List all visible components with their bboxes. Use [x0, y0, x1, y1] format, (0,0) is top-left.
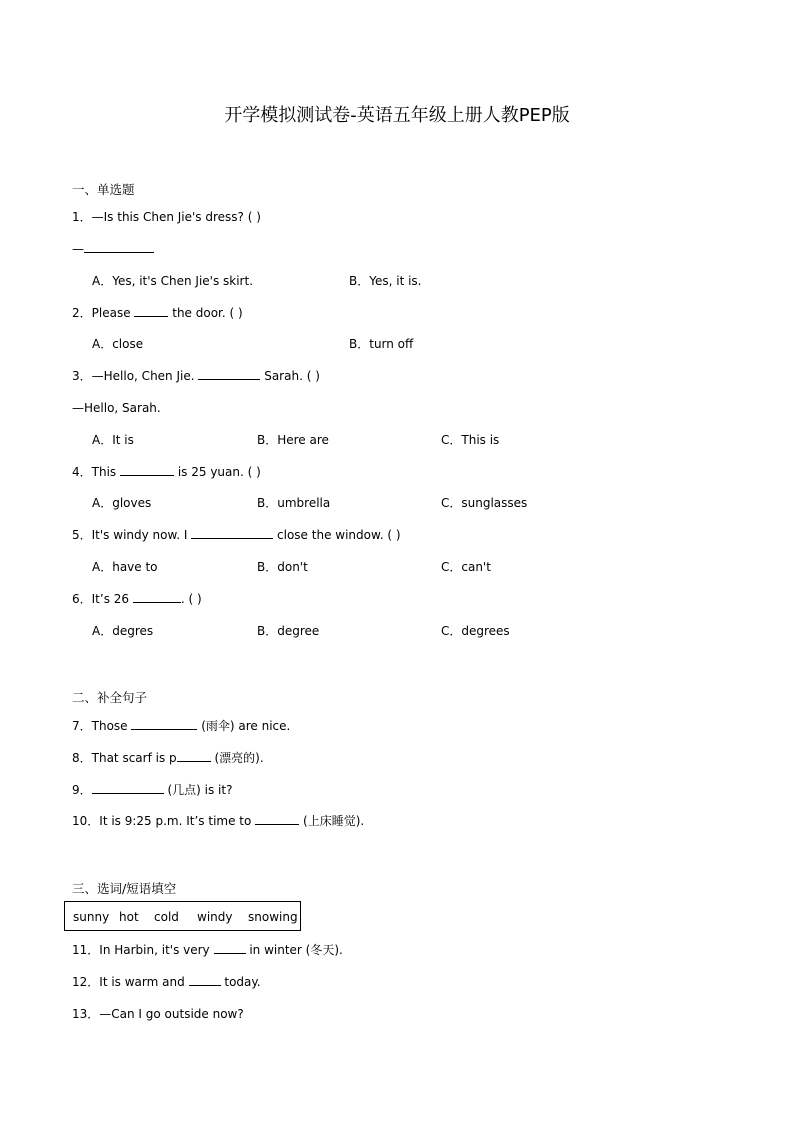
question-text-post: (上床睡觉). [303, 814, 365, 828]
option-a[interactable]: A．It is [92, 433, 134, 447]
page-title: 开学模拟测试卷-英语五年级上册人教PEP版 [224, 105, 570, 126]
question-number: 10． [72, 814, 100, 828]
question-text-pre: It’s 26 [91, 592, 130, 606]
question-text-post: . ( ) [180, 592, 202, 606]
question-text-pre: Those [91, 719, 128, 733]
section-heading-complete-sentences: 二、补全句子 [72, 690, 148, 705]
question-number: 6． [72, 592, 92, 606]
question-number: 12． [72, 975, 100, 989]
question-text-post: today. [224, 975, 261, 989]
question-7 [72, 718, 290, 734]
question-text-post: close the window. ( ) [277, 528, 401, 542]
answer-blank[interactable] [198, 368, 260, 380]
option-a[interactable]: A．degres [92, 624, 154, 638]
option-a[interactable]: A．have to [92, 560, 158, 574]
answer-blank[interactable] [133, 591, 181, 603]
question-number: 3． [72, 369, 92, 383]
option-a[interactable]: A．Yes, it's Chen Jie's skirt. [92, 274, 254, 288]
question-text-pre: —Hello, Chen Jie. [91, 369, 195, 383]
word-bank [64, 901, 301, 931]
question-text-pre: In Harbin, it's very [99, 943, 210, 957]
answer-blank[interactable] [131, 718, 197, 730]
question-number: 13． [72, 1007, 100, 1021]
answer-blank[interactable] [92, 782, 164, 794]
question-text-post: is 25 yuan. ( ) [177, 465, 261, 479]
question-text-post: (几点) is it? [167, 783, 233, 797]
question-2 [72, 305, 243, 321]
question-number: 4． [72, 465, 92, 479]
dash: — [72, 242, 84, 256]
question-12 [72, 974, 261, 990]
question-9 [72, 782, 232, 798]
word-bank-item: hot [119, 910, 139, 924]
question-text-post: (雨伞) are nice. [201, 719, 291, 733]
question-1-answer-line [72, 241, 154, 257]
section-heading-word-fill: 三、选词/短语填空 [72, 881, 177, 896]
question-text-pre: It's windy now. I [91, 528, 188, 542]
question-number: 7． [72, 719, 92, 733]
question-text-post: (漂亮的). [214, 751, 264, 765]
question-5 [72, 527, 401, 543]
question-4 [72, 464, 261, 480]
question-8 [72, 750, 264, 766]
option-c[interactable]: C．can't [441, 560, 491, 574]
option-a[interactable]: A．close [92, 337, 144, 351]
question-3-reply: —Hello, Sarah. [72, 401, 161, 415]
question-text-pre: That scarf is p [91, 751, 177, 765]
question-13 [72, 1006, 244, 1022]
question-11 [72, 942, 343, 958]
question-text-pre: It is 9:25 p.m. It’s time to [99, 814, 252, 828]
answer-blank[interactable] [189, 974, 221, 986]
answer-blank[interactable] [84, 241, 154, 253]
section-heading-single-choice: 一、单选题 [72, 182, 135, 197]
answer-blank[interactable] [214, 942, 246, 954]
question-text: —Can I go outside now? [99, 1007, 244, 1021]
word-bank-item: snowing [248, 910, 298, 924]
option-c[interactable]: C．sunglasses [441, 496, 528, 510]
answer-blank[interactable] [120, 464, 174, 476]
option-b[interactable]: B．umbrella [257, 496, 331, 510]
option-b[interactable]: B．turn off [349, 337, 414, 351]
question-text-post: the door. ( ) [172, 306, 243, 320]
question-number: 1． [72, 210, 92, 224]
option-b[interactable]: B．don't [257, 560, 308, 574]
question-text-pre: It is warm and [99, 975, 185, 989]
option-c[interactable]: C．This is [441, 433, 500, 447]
word-bank-item: sunny [73, 910, 110, 924]
question-1 [72, 209, 261, 225]
option-b[interactable]: B．Here are [257, 433, 329, 447]
option-a[interactable]: A．gloves [92, 496, 152, 510]
answer-blank[interactable] [255, 813, 299, 825]
question-number: 5． [72, 528, 92, 542]
question-text-pre: Please [91, 306, 131, 320]
word-bank-item: windy [197, 910, 233, 924]
question-text-post: in winter (冬天). [249, 943, 343, 957]
answer-blank[interactable] [191, 527, 273, 539]
answer-blank[interactable] [177, 750, 211, 762]
question-6 [72, 591, 202, 607]
question-text-pre: This [91, 465, 117, 479]
option-b[interactable]: B．degree [257, 624, 320, 638]
question-number: 2． [72, 306, 92, 320]
question-text-post: Sarah. ( ) [264, 369, 320, 383]
word-bank-item: cold [154, 910, 179, 924]
option-b[interactable]: B．Yes, it is. [349, 274, 422, 288]
question-number: 11． [72, 943, 100, 957]
question-number: 8． [72, 751, 92, 765]
answer-blank[interactable] [134, 305, 168, 317]
question-number: 9． [72, 783, 92, 797]
option-c[interactable]: C．degrees [441, 624, 510, 638]
question-3 [72, 368, 320, 384]
question-text: —Is this Chen Jie's dress? ( ) [91, 210, 261, 224]
question-10 [72, 813, 364, 829]
